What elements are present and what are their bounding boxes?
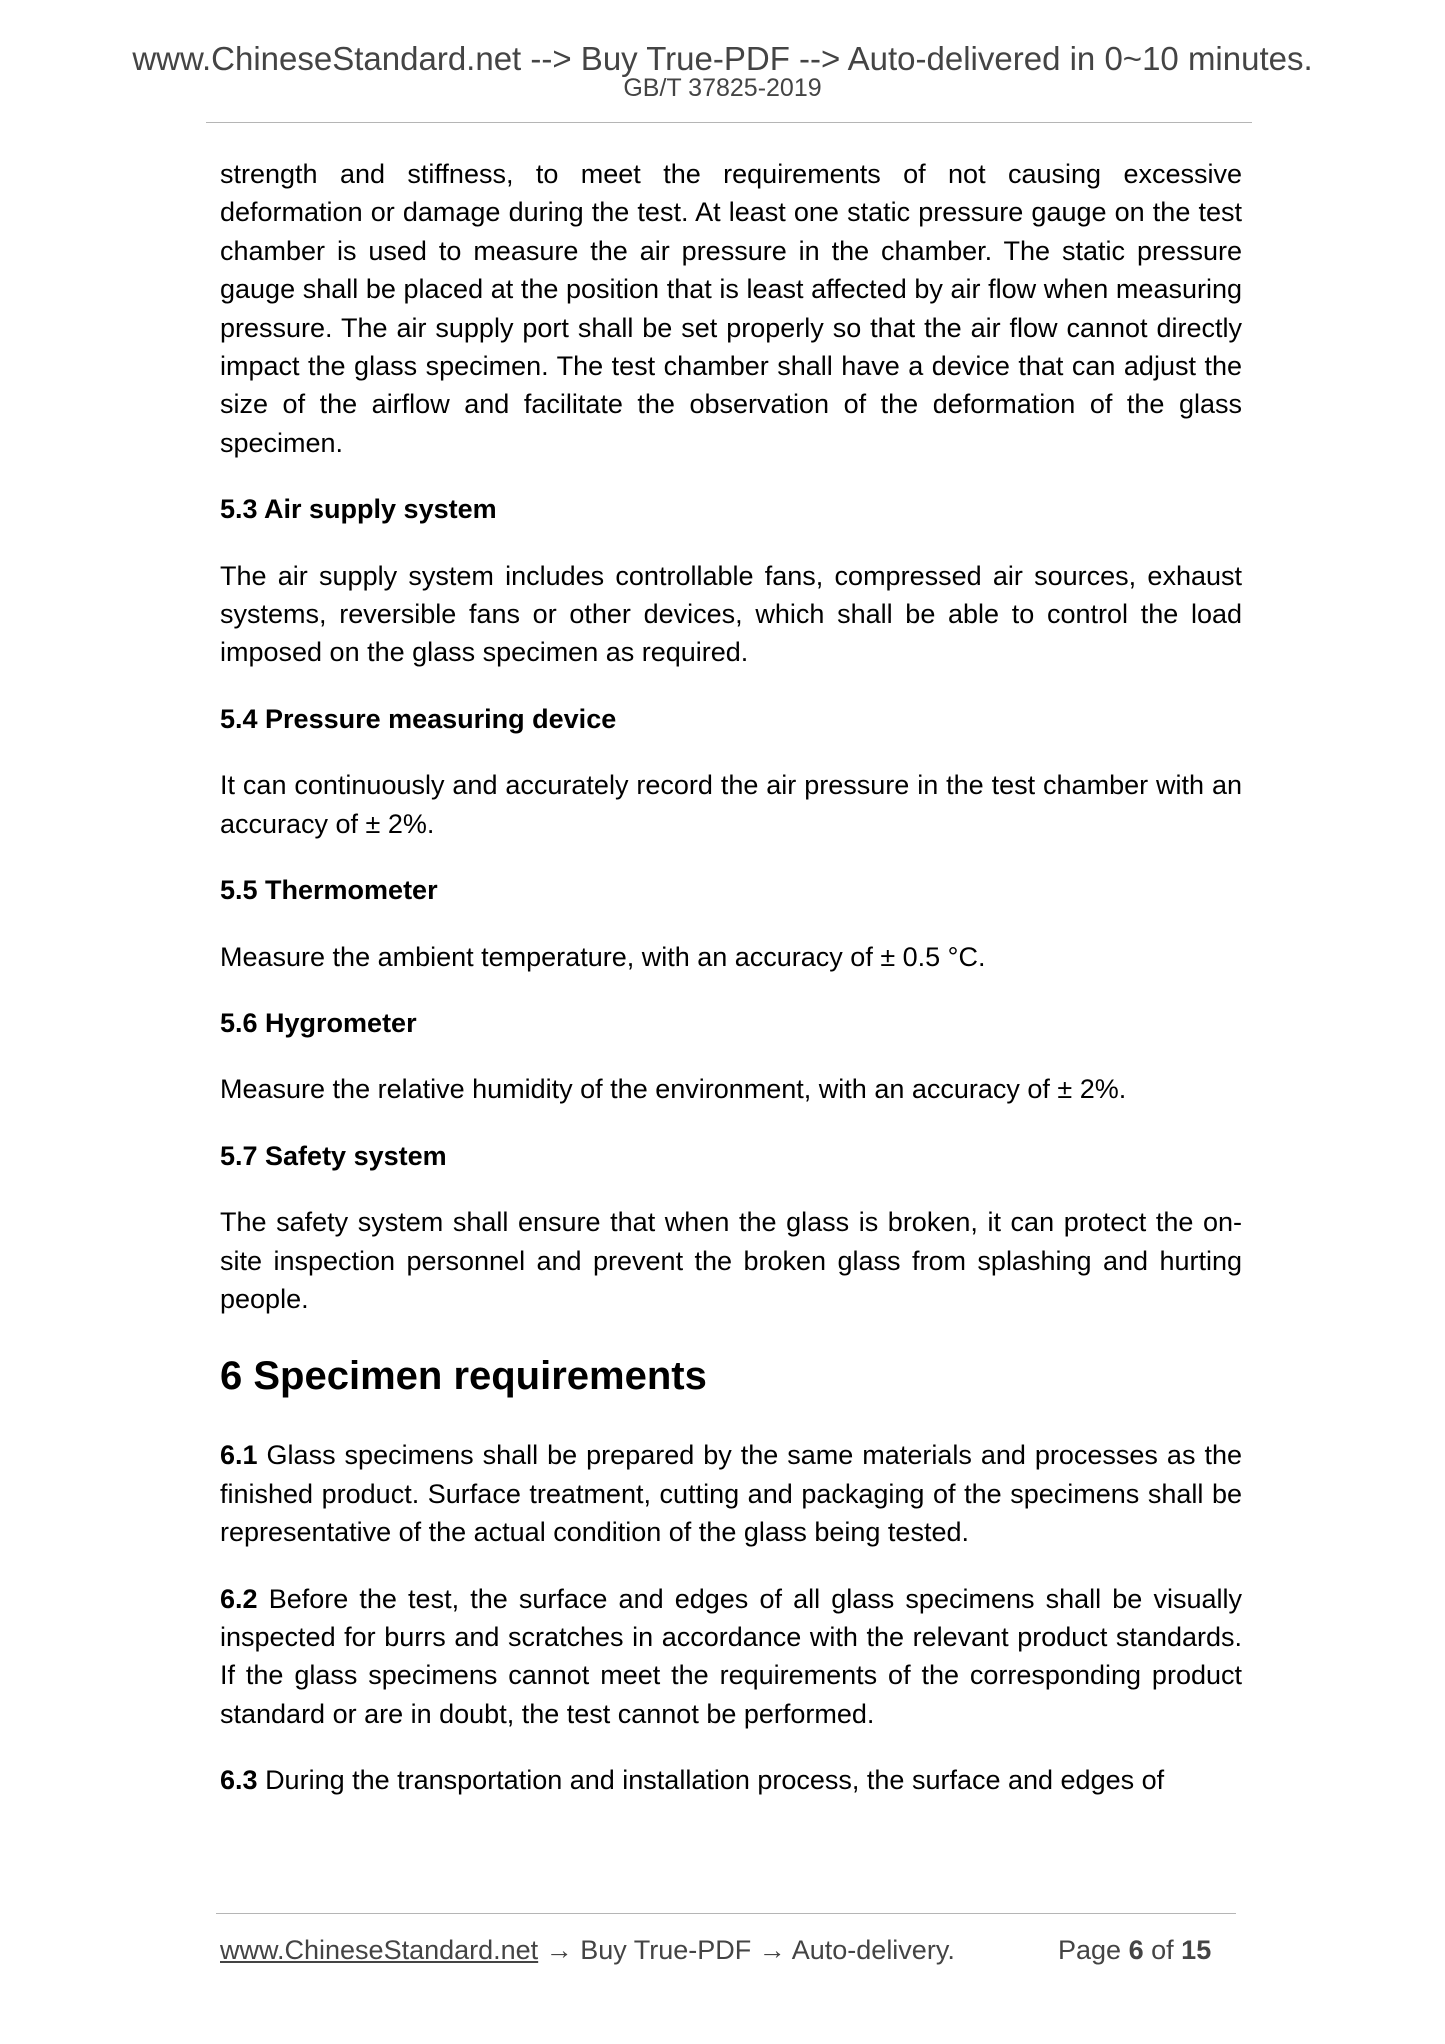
clause-6-3-text: During the transportation and installation process, the surface and edges of — [265, 1765, 1165, 1796]
page-label: Page — [1058, 1935, 1122, 1965]
intro-paragraph: strength and stiffness, to meet the requirements of not causing excessive deformation or damage during the test. At least one static pressure gauge on the test chamber is used to measure the air pressure in the chamber. The static pressure gauge shall be placed at the position that is least affected by air flow when measuring pressure. The air supply port shall be set properly so that the air flow cannot directly impact the glass specimen. The test chamber shall have a device that can adjust the size of the airflow and facilitate the observation of the deformation of the glass specimen. — [220, 159, 1242, 458]
clause-6-2-number: 6.2 — [220, 1583, 258, 1614]
section-5-3-text: The air supply system includes controllable fans, compressed air sources, exhaust systems, reversible fans or other devices, which shall be able to control the load imposed on the glass specimen as required. — [220, 560, 1242, 668]
page-total: 15 — [1181, 1935, 1212, 1965]
page-number: 6 — [1128, 1935, 1144, 1965]
clause-6-3-number: 6.3 — [220, 1765, 258, 1796]
section-6-heading: 6 Specimen requirements — [220, 1354, 707, 1399]
footer-website-link[interactable]: www.ChineseStandard.net — [220, 1935, 539, 1965]
page-content — [220, 155, 1242, 1800]
section-5-5-heading: 5.5 Thermometer — [220, 875, 438, 906]
header-divider — [206, 122, 1252, 123]
footer-divider — [216, 1913, 1236, 1914]
clause-6-2-text: Before the test, the surface and edges of all glass specimens shall be visually inspected for burrs and scratches in accordance with the relevant product standards. If the glass specimens cannot meet the requirements of the corresponding product standard or are in doubt, the test cannot be performed. — [220, 1583, 1242, 1729]
clause-6-1-number: 6.1 — [220, 1440, 258, 1471]
footer-left — [220, 1935, 955, 1966]
section-5-5-text: Measure the ambient temperature, with an accuracy of ± 0.5 °C. — [220, 941, 986, 972]
section-5-4-heading: 5.4 Pressure measuring device — [220, 703, 617, 734]
section-5-7-text: The safety system shall ensure that when the glass is broken, it can protect the on-site inspection personnel and prevent the broken glass from splashing and hurting people. — [220, 1207, 1242, 1314]
section-5-4-text: It can continuously and accurately record the air pressure in the test chamber with an accuracy of ± 2%. — [220, 770, 1242, 839]
page-indicator — [1058, 1935, 1211, 1966]
clause-6-1-text: Glass specimens shall be prepared by the same materials and processes as the finished product. Surface treatment, cutting and packaging of the specimens shall be representative of the actual condition of the glass being tested. — [220, 1440, 1242, 1548]
clause-6-1 — [220, 1436, 1242, 1551]
section-5-3-heading: 5.3 Air supply system — [220, 494, 497, 525]
standard-code: GB/T 37825-2019 — [623, 74, 822, 102]
section-5-6-text: Measure the relative humidity of the environment, with an accuracy of ± 2%. — [220, 1074, 1127, 1105]
clause-6-3 — [220, 1761, 1242, 1799]
page-of-label: of — [1151, 1935, 1174, 1965]
footer-delivery-text: → Buy True-PDF → Auto-delivery. — [538, 1935, 955, 1965]
section-5-7-heading: 5.7 Safety system — [220, 1140, 447, 1171]
section-5-6-heading: 5.6 Hygrometer — [220, 1007, 417, 1038]
clause-6-2 — [220, 1580, 1242, 1734]
top-banner: www.ChineseStandard.net --> Buy True-PDF --> Auto-delivered in 0~10 minutes. — [132, 40, 1313, 77]
